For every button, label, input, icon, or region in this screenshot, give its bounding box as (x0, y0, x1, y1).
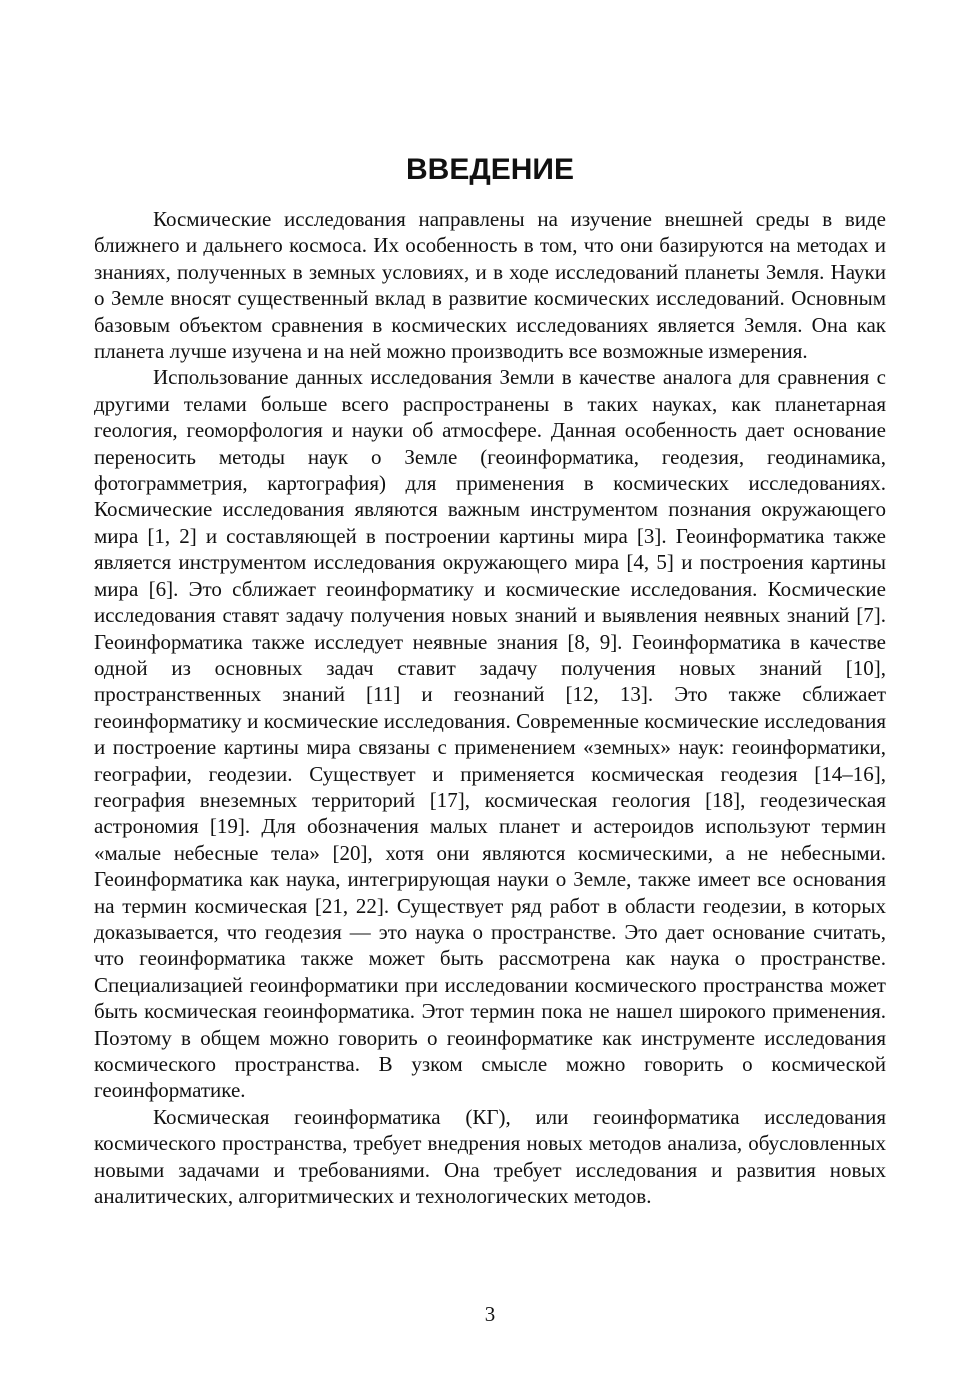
body-text (94, 206, 886, 1209)
paragraph-3: Космическая геоинформатика (КГ), или геоинформатика исследования космического пространства, требует внедрения новых методов анализа, обусловленных новыми задачами и требованиями. Она требует исследования и развития новых аналитических, алгоритмических и технологических методов. (94, 1104, 886, 1209)
paragraph-1: Космические исследования направлены на изучение внешней среды в виде ближнего и дальнего космоса. Их особенность в том, что они базируются на методах и знаниях, полученных в земных условиях, и в ходе исследований планеты Земля. Науки о Земле вносят существенный вклад в развитие космических исследований. Основным базовым объектом сравнения в космических исследованиях является Земля. Она как планета лучше изучена и на ней можно производить все возможные измерения. (94, 207, 886, 364)
paragraph-2: Использование данных исследования Земли в качестве аналога для сравнения с другими телами больше всего распространены в таких науках, как планетарная геология, геоморфология и науки об атмосфере. Данная особенность дает основание переносить методы наук о Земле (геоинформатика, геодезия, геодинамика, фотограмметрия, картография) для применения в космических исследованиях. Космические исследования являются важным инструментом познания окружающего мира [1, 2] и составляющей в построении картины мира [3]. Геоинформатика также является инструментом исследования окружающего мира [4, 5] и построения картины мира [6]. Это сближает геоинформатику и космические исследования. Космические исследования ставят задачу получения новых знаний и выявления неявных знаний [7]. Геоинформатика также исследует неявные знания [8, 9]. Геоинформатика в качестве одной из основных задач ставит задачу получения новых знаний [10], пространственных знаний [11] и геознаний [12, 13]. Это также сближает геоинформатику и космические исследования. Современные космические исследования и построение картины мира связаны с применением «земных» наук: геоинформатики, географии, геодезии. Существует и применяется космическая геодезия [14–16], география внеземных территорий [17], космическая геология [18], геодезическая астрономия [19]. Для обозначения малых планет и астероидов используют термин «малые небесные тела» [20], хотя они являются космическими, а не небесными. Геоинформатика как наука, интегрирующая науки о Земле, также имеет все основания на термин космическая [21, 22]. Существует ряд работ в области геодезии, в которых доказывается, что геодезия — это наука о пространстве. Это дает основание считать, что геоинформатика также может быть рассмотрена как наука о пространстве. Специализацией геоинформатики при исследовании космического пространства может быть космическая геоинформатика. Этот термин пока не нашел широкого применения. Поэтому в общем можно говорить о геоинформатике как инструменте исследования космического пространства. В узком смысле можно говорить о космической геоинформатике. (94, 365, 886, 1103)
page-title: ВВЕДЕНИЕ (406, 153, 574, 186)
page-number: 3 (484, 1302, 496, 1326)
